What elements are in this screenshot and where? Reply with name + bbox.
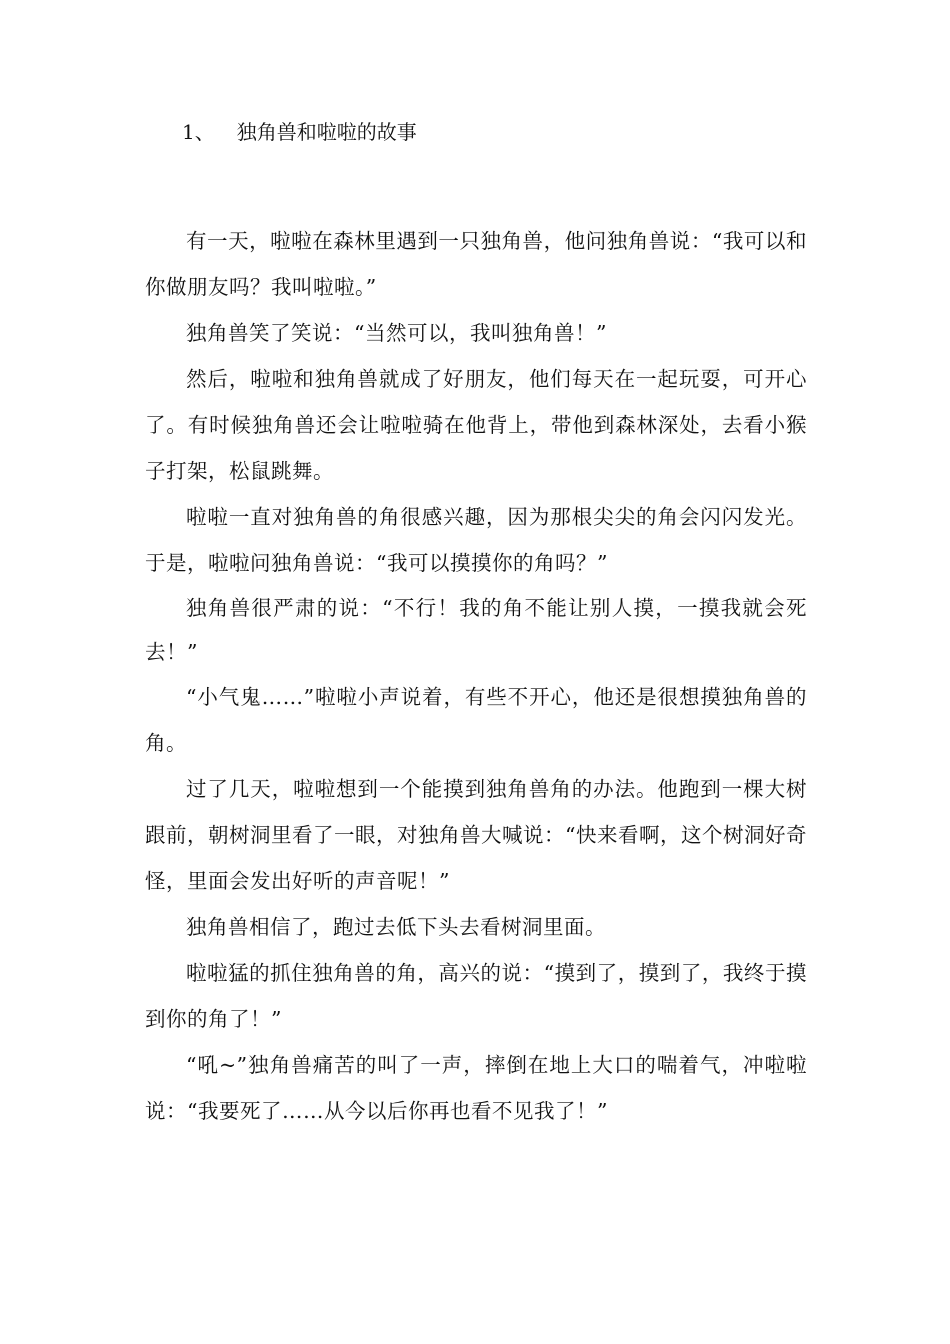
paragraph: 过了几天，啦啦想到一个能摸到独角兽角的办法。他跑到一棵大树跟前，朝树洞里看了一眼，对独角兽大喊说：“快来看啊，这个树洞好奇怪，里面会发出好听的声音呢！” — [145, 777, 807, 893]
paragraph: “吼~”独角兽痛苦的叫了一声，摔倒在地上大口的喘着气，冲啦啦说：“我要死了……从今以后你再也看不见我了！” — [145, 1053, 807, 1123]
story-body — [145, 218, 807, 1134]
paragraph: 有一天，啦啦在森林里遇到一只独角兽，他问独角兽说：“我可以和你做朋友吗？我叫啦啦。” — [145, 229, 807, 299]
paragraph: 独角兽笑了笑说：“当然可以，我叫独角兽！” — [186, 321, 607, 345]
paragraph: 独角兽很严肃的说：“不行！我的角不能让别人摸，一摸我就会死去！” — [145, 596, 807, 664]
heading-title: 独角兽和啦啦的故事 — [236, 120, 417, 144]
paragraph: 独角兽相信了，跑过去低下头去看树洞里面。 — [186, 915, 606, 939]
paragraph: “小气鬼……”啦啦小声说着，有些不开心，他还是很想摸独角兽的角。 — [145, 685, 807, 755]
story-heading — [182, 118, 417, 146]
paragraph: 啦啦猛的抓住独角兽的角，高兴的说：“摸到了，摸到了，我终于摸到你的角了！” — [145, 961, 807, 1031]
heading-number: 1、 — [182, 120, 215, 144]
paragraph: 啦啦一直对独角兽的角很感兴趣，因为那根尖尖的角会闪闪发光。于是，啦啦问独角兽说：“我可以摸摸你的角吗？” — [145, 505, 807, 575]
paragraph: 然后，啦啦和独角兽就成了好朋友，他们每天在一起玩耍，可开心了。有时候独角兽还会让啦啦骑在他背上，带他到森林深处，去看小猴子打架，松鼠跳舞。 — [145, 367, 807, 483]
